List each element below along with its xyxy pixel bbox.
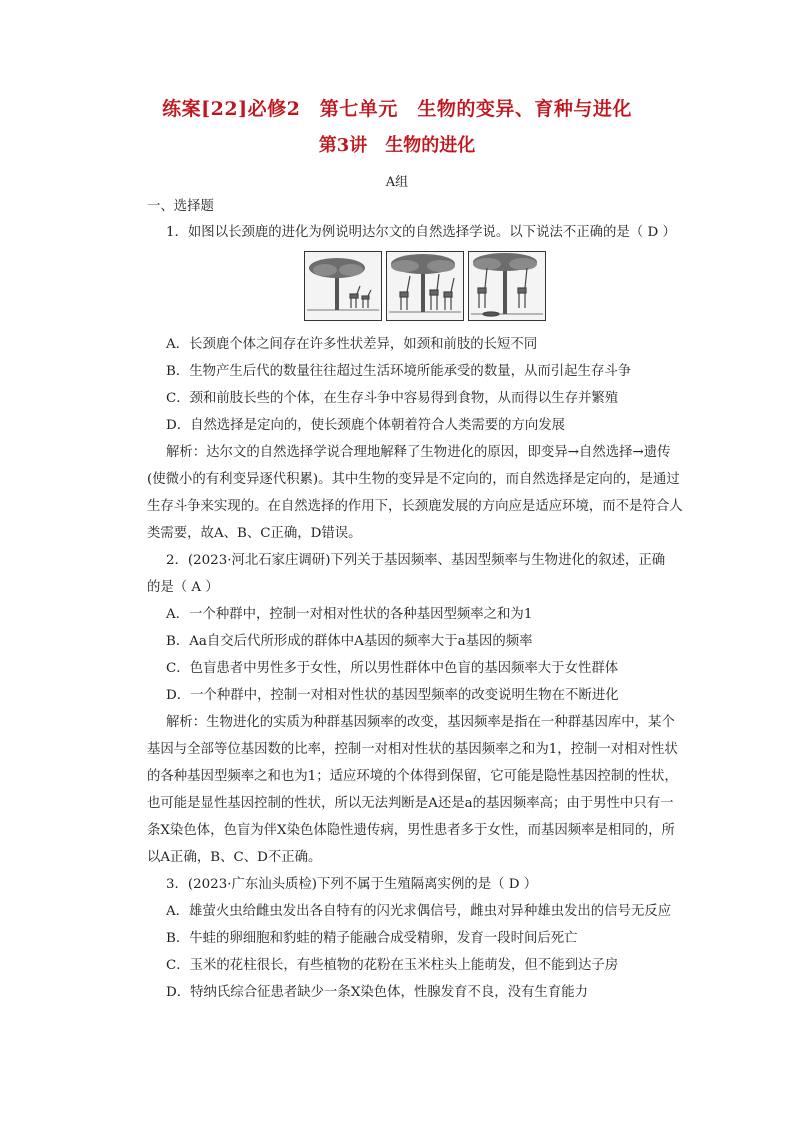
q2-stem: 的是（ A ） <box>147 580 219 595</box>
lesson-title: 第3讲 生物的进化 <box>318 135 476 156</box>
q2-option-b: B．Aa自交后代所形成的群体中A基因的频率大于a基因的频率 <box>166 634 533 649</box>
q2-analysis-line: 的各种基因型频率之和也为1；适应环境的个体得到保留，它可能是隐性基因控制的性状， <box>147 769 678 784</box>
group-label: A组 <box>385 175 409 190</box>
q2-analysis-line: 以A正确，B、C、D不正确。 <box>147 850 322 865</box>
q2-analysis-line: 解析：生物进化的实质为种群基因频率的改变，基因频率是指在一种群基因库中，某个 <box>166 715 675 730</box>
q1-option-c: C．颈和前肢长些的个体，在生存斗争中容易得到食物，从而得以生存并繁殖 <box>166 391 619 406</box>
section-heading: 一、选择题 <box>147 199 214 214</box>
q2-analysis-line: 也可能是显性基因控制的性状，所以无法判断是A还是a的基因频率高；由于男性中只有一 <box>147 796 674 811</box>
q2-option-c: C．色盲患者中男性多于女性，所以男性群体中色盲的基因频率大于女性群体 <box>166 661 619 676</box>
q1-stem: 1．如图以长颈鹿的进化为例说明达尔文的自然选择学说。以下说法不正确的是（ D ） <box>166 225 676 240</box>
q3-option-b: B．牛蛙的卵细胞和豹蛙的精子能融合成受精卵，发育一段时间后死亡 <box>166 931 578 946</box>
q3-option-c: C．玉米的花柱很长，有些植物的花粉在玉米柱头上能萌发，但不能到达子房 <box>166 958 619 973</box>
q3-option-a: A．雄萤火虫给雌虫发出各自特有的闪光求偶信号，雌虫对异种雄虫发出的信号无反应 <box>166 904 672 919</box>
q2-option-a: A．一个种群中，控制一对相对性状的各种基因型频率之和为1 <box>166 607 533 622</box>
giraffe-panel-3 <box>468 251 546 321</box>
giraffe-evolution-figure <box>304 251 546 321</box>
q2-option-d: D．一个种群中，控制一对相对性状的基因型频率的改变说明生物在不断进化 <box>166 688 619 703</box>
giraffe-panel-1 <box>304 251 382 321</box>
q1-analysis-line: 解析：达尔文的自然选择学说合理地解释了生物进化的原因，即变异→自然选择→遗传 <box>166 445 671 460</box>
q1-analysis-line: 类需要，故A、B、C正确，D错误。 <box>147 526 362 541</box>
q2-analysis-line: 基因与全部等位基因数的比率，控制一对相对性状的基因频率之和为1，控制一对相对性状 <box>147 742 678 757</box>
q1-analysis-line: 生存斗争来实现的。在自然选择的作用下，长颈鹿发展的方向应是适应环境，而不是符合人 <box>147 499 683 514</box>
q3-option-d: D．特纳氏综合征患者缺少一条X染色体，性腺发育不良，没有生育能力 <box>166 985 588 1000</box>
document-title: 练案[22]必修2 第七单元 生物的变异、育种与进化 <box>162 98 632 120</box>
q1-option-b: B．生物产生后代的数量往往超过生活环境所能承受的数量，从而引起生存斗争 <box>166 364 632 379</box>
q3-stem: 3．(2023·广东汕头质检)下列不属于生殖隔离实例的是（ D ） <box>166 877 538 892</box>
giraffe-panel-2 <box>386 251 464 321</box>
q2-stem: 2．(2023·河北石家庄调研)下列关于基因频率、基因型频率与生物进化的叙述，正确 <box>166 553 666 568</box>
q1-option-d: D．自然选择是定向的，使长颈鹿个体朝着符合人类需要的方向发展 <box>166 418 566 433</box>
q1-analysis-line: (使微小的有利变异逐代积累)。其中生物的变异是不定向的，而自然选择是定向的，是通过 <box>147 472 680 487</box>
q1-option-a: A．长颈鹿个体之间存在许多性状差异，如颈和前肢的长短不同 <box>166 337 538 352</box>
q2-analysis-line: 条X染色体，色盲为伴X染色体隐性遗传病，男性患者多于女性，而基因频率是相同的，所 <box>147 823 675 838</box>
